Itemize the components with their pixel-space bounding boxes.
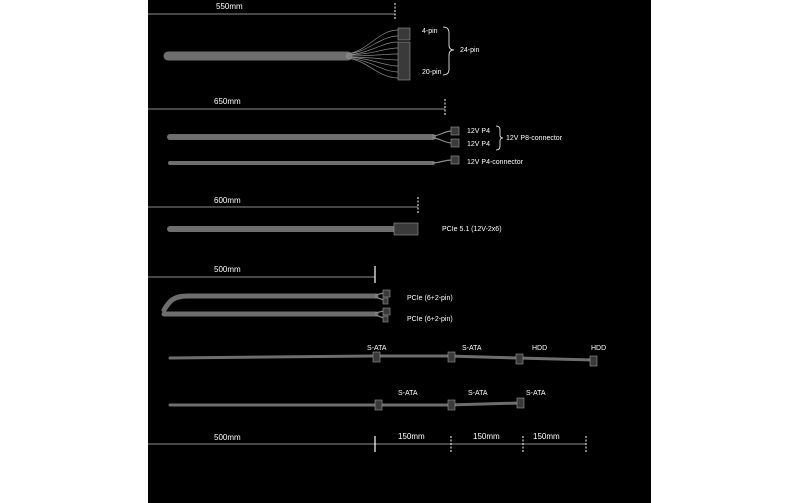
atx24-brace [443,27,454,75]
pcie-6pin-connector-b [383,308,390,315]
cable-diagram-svg [148,0,651,503]
atx24-4pin-connector [398,28,410,40]
sata-row1-label-1: S-ATA [367,345,387,352]
pcie-length-label: 500mm [214,265,241,274]
sata-row1-label-4: HDD [591,345,607,352]
pcie51-connector [394,223,418,235]
bottom-dim-500: 500mm [214,433,241,442]
pcie-2pin-connector-b [383,316,388,322]
pcie-label-a: PCIe (6+2-pin) [407,295,453,302]
sata-row2 [170,390,546,410]
sata-row1-connector-3 [516,354,523,364]
sata-row2-label-2: S-ATA [468,390,488,397]
sata-row2-cable [170,403,520,405]
sata-row1-label-3: HDD [532,345,548,352]
sata-row1-connector-2 [448,352,455,362]
atx24-section [148,2,480,80]
pcie-section [148,265,453,323]
atx24-4pin-label: 4-pin [422,28,438,35]
sata-row2-connector-2 [448,400,455,410]
atx24-20pin-connector [398,42,410,80]
sata-row2-connector-1 [375,400,382,410]
sata-row1-connector-4 [590,356,597,366]
sata-row2-label-3: S-ATA [526,390,546,397]
pcie51-length-label: 600mm [214,196,241,205]
sata-row1-label-2: S-ATA [462,345,482,352]
cpu-p4-label-a: 12V P4 [467,128,490,135]
sata-row1-cable [170,356,593,360]
pcie-cable-a [164,296,376,310]
bottom-dimensions [148,432,586,452]
pcie51-section [148,196,502,235]
cpu-p4-wire [432,160,452,163]
pcie51-label: PCIe 5.1 (12V-2x6) [442,226,502,233]
sata-row1-connector-1 [373,352,380,362]
cpu-p8-label: 12V P8-connector [506,135,563,142]
bottom-dim-150-c: 150mm [533,432,560,441]
sata-row1 [170,345,606,366]
cpu-p4-connector-b [451,139,459,147]
cpu-p8-wire-a [432,131,452,136]
pcie-2pin-connector-a [383,298,388,304]
sata-row2-label-1: S-ATA [398,390,418,397]
atx24-length-label: 550mm [216,2,243,11]
cpu-length-label: 650mm [214,97,241,106]
cpu-p8-brace [496,126,503,150]
bottom-dim-150-a: 150mm [398,432,425,441]
atx24-24pin-label: 24-pin [460,47,480,54]
cpu-p4-single-connector [451,156,459,164]
atx24-wire-fan [346,30,398,78]
cpu-p4-connector-a [451,127,459,135]
cpu-p4-label-b: 12V P4 [467,141,490,148]
bottom-dim-150-b: 150mm [473,432,500,441]
cpu-p4-single-label: 12V P4-connector [467,159,524,166]
cable-diagram [148,0,651,503]
pcie-6pin-connector-a [383,290,390,297]
cpu-section [148,97,563,166]
sata-row2-connector-3 [517,398,524,408]
pcie-label-b: PCIe (6+2-pin) [407,316,453,323]
atx24-20pin-label: 20-pin [422,69,442,76]
cpu-p8-wire-b [432,138,452,143]
